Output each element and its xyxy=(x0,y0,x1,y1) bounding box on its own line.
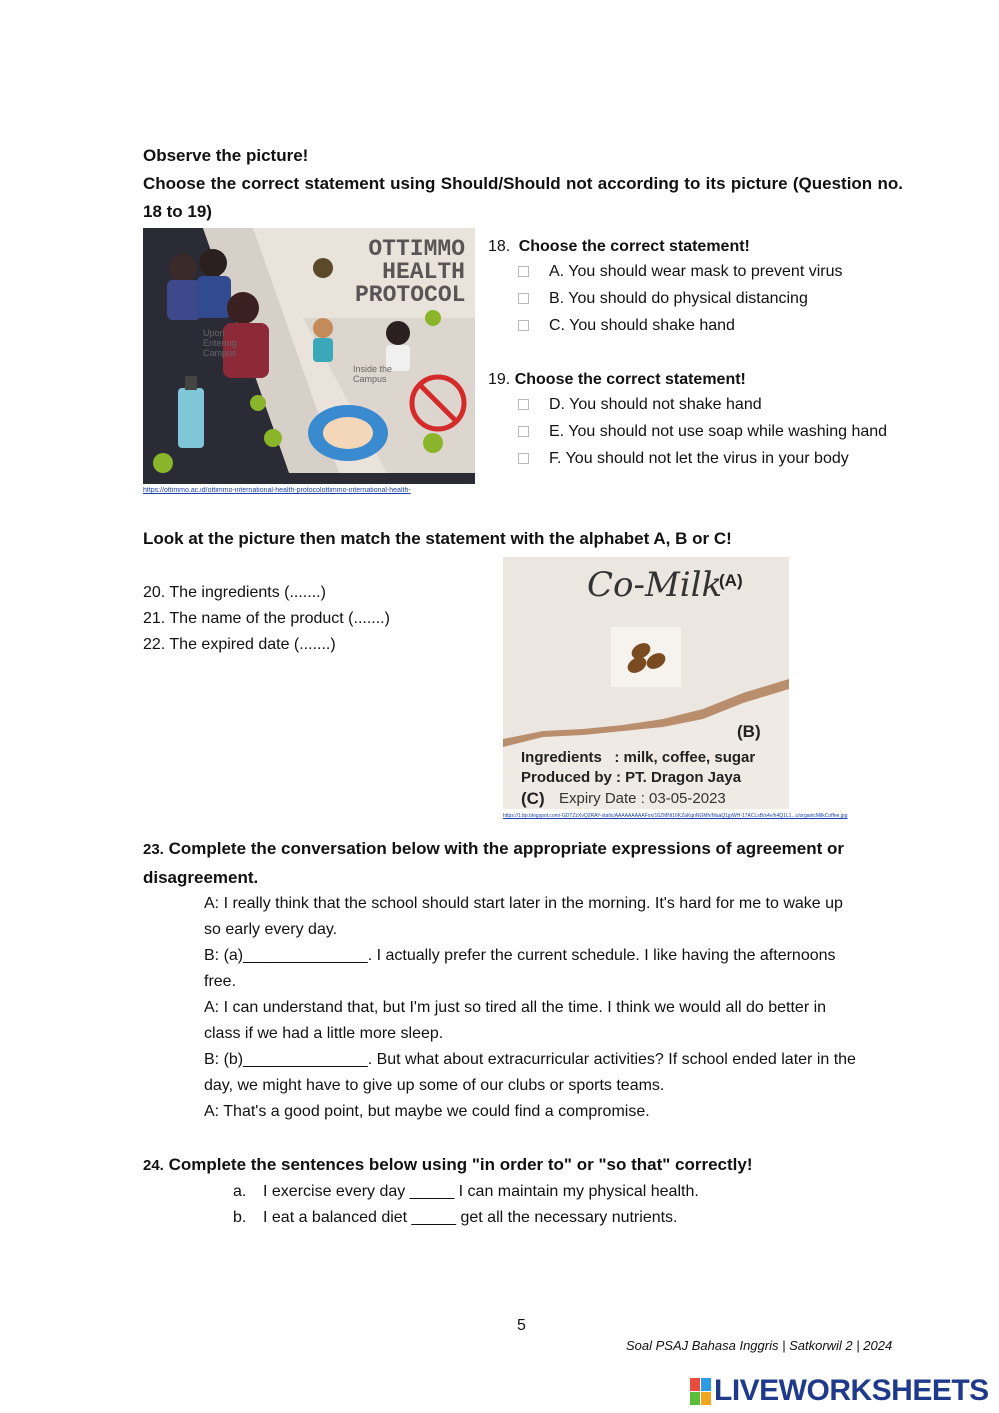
conversation xyxy=(204,891,914,1125)
health-protocol-image xyxy=(143,228,475,484)
conversation-line: class if we had a little more sleep. xyxy=(204,1025,444,1042)
checkbox[interactable] xyxy=(518,320,529,331)
ingredients-text: Ingredients : milk, coffee, sugar xyxy=(521,749,756,766)
image-title-line1: OTTIMMO xyxy=(368,236,465,262)
label-a: (A) xyxy=(719,571,743,590)
page-number: 5 xyxy=(517,1317,526,1334)
conversation-line: so early every day. xyxy=(204,921,338,938)
conversation-line: free. xyxy=(204,973,237,990)
conversation-line: A: That's a good point, but maybe we could find a compromise. xyxy=(204,1103,650,1120)
checkbox[interactable] xyxy=(518,266,529,277)
conversation-line: day, we might have to give up some of our clubs or sports teams. xyxy=(204,1077,665,1094)
observe-heading: Observe the picture! xyxy=(143,146,309,165)
image-title-line2: HEALTH xyxy=(382,259,465,285)
produced-by-text: Produced by : PT. Dragon Jaya xyxy=(521,769,742,786)
label-c: (C) xyxy=(521,789,545,808)
section1-instruction: Choose the correct statement using Should/Should not according to its picture (Question no. 18 to 19) xyxy=(143,174,903,221)
checkbox[interactable] xyxy=(518,399,529,410)
item-22: 22. The expired date (.......) xyxy=(143,636,336,653)
q19-option-d[interactable]: D. You should not shake hand xyxy=(518,391,918,418)
checkbox[interactable] xyxy=(518,453,529,464)
coffee-bean-icon xyxy=(611,627,681,687)
image-label-inside: Inside the Campus xyxy=(353,364,393,384)
product-brand: Co-Milk xyxy=(587,565,723,605)
q19-prompt: Choose the correct statement! xyxy=(514,371,746,388)
image-source-link[interactable]: https://ottimmo.ac.id/ottimmo-international-health-protocolottimmo-international-health- xyxy=(143,487,411,494)
conversation-line: A: I can understand that, but I'm just so tired all the time. I think we would all do better in xyxy=(204,999,827,1016)
checkbox[interactable] xyxy=(518,426,529,437)
q18-option-c[interactable]: C. You should shake hand xyxy=(518,312,908,339)
conversation-line: B: (a)______________. I actually prefer the current schedule. I like having the afternoons xyxy=(204,947,836,964)
q23-number: 23. xyxy=(143,841,164,858)
product-image-link[interactable]: https://1.bp.blogspot.com/-GDTZzXvQ2RAY-static/AAAAAAAAAFox/16ZMNt16KZaKqnNGMh/MaaQ1jpWH-17ACLsB/s4v/h4Q1L1...c/organicMilkCoffee.jpg xyxy=(503,813,848,819)
q18-number: 18. xyxy=(488,238,511,255)
image-title-line3: PROTOCOL xyxy=(355,282,466,308)
conversation-line: A: I really think that the school should start later in the morning. It's hard for me to wake up xyxy=(204,895,843,912)
q18-prompt: Choose the correct statement! xyxy=(518,238,750,255)
item-21: 21. The name of the product (.......) xyxy=(143,610,390,627)
doc-title: Soal PSAJ Bahasa Inggris | Satkorwil 2 | 2024 xyxy=(626,1338,893,1353)
item-20: 20. The ingredients (.......) xyxy=(143,584,326,601)
q24-prompt: Complete the sentences below using "in order to" or "so that" correctly! xyxy=(168,1155,753,1174)
q24-number: 24. xyxy=(143,1157,164,1174)
q24-item-a: a. I exercise every day _____ I can maintain my physical health. xyxy=(233,1183,699,1200)
liveworksheets-logo[interactable] xyxy=(690,1374,989,1408)
q23-prompt-line1: Complete the conversation below with the appropriate expressions of agreement or xyxy=(168,839,845,858)
checkbox[interactable] xyxy=(518,293,529,304)
q19-number: 19. xyxy=(488,371,511,388)
product-image xyxy=(503,557,789,809)
label-b: (B) xyxy=(737,722,761,741)
logo-grid-icon xyxy=(690,1378,711,1405)
q18-option-b[interactable]: B. You should do physical distancing xyxy=(518,285,908,312)
q18-option-a[interactable]: A. You should wear mask to prevent virus xyxy=(518,258,908,285)
q19-option-e[interactable]: E. You should not use soap while washing hand xyxy=(518,418,918,445)
logo-text: LIVEWORKSHEETS xyxy=(714,1374,989,1407)
image-label-entering: Upon Entering Campus xyxy=(203,328,237,358)
section2-instruction: Look at the picture then match the statement with the alphabet A, B or C! xyxy=(143,529,732,548)
conversation-line: B: (b)______________. But what about extracurricular activities? If school ended later in the xyxy=(204,1051,856,1068)
expiry-text: Expiry Date : 03-05-2023 xyxy=(559,790,726,807)
q24-item-b: b. I eat a balanced diet _____ get all the necessary nutrients. xyxy=(233,1209,678,1226)
q19-option-f[interactable]: F. You should not let the virus in your body xyxy=(518,445,918,472)
q23-prompt-line2: disagreement. xyxy=(143,868,259,887)
